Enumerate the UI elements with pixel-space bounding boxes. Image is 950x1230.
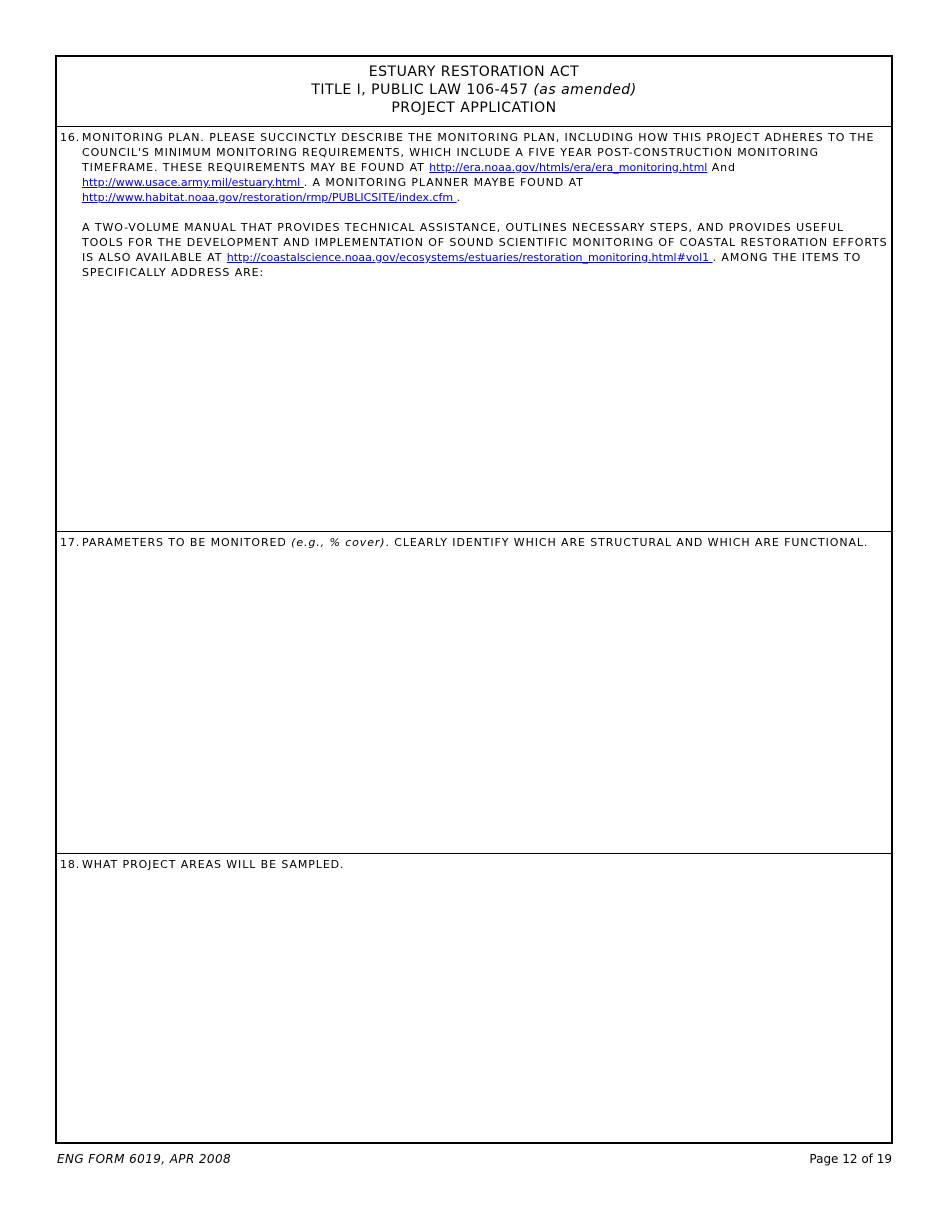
form-title: ESTUARY RESTORATION ACT xyxy=(368,64,580,80)
section-number: 17. xyxy=(60,536,81,549)
section-18-sample-areas[interactable] xyxy=(57,854,891,1142)
section-18-prompt: WHAT PROJECT AREAS WILL BE SAMPLED. xyxy=(82,858,345,871)
law-note: (as amended) xyxy=(533,82,637,98)
application-form xyxy=(55,55,893,1144)
monitoring-manual-link[interactable]: http://coastalscience.noaa.gov/ecosystems/estuaries/restoration_monitoring.html#vol1 xyxy=(226,251,713,264)
monitoring-planner-link[interactable]: http://www.habitat.noaa.gov/restoration/rmp/PUBLICSITE/index.cfm xyxy=(82,191,457,204)
law-reference: TITLE I, PUBLIC LAW 106-457 (as amended) xyxy=(311,82,637,98)
form-identifier: ENG FORM 6019, APR 2008 xyxy=(57,1152,232,1166)
section-16-monitoring-plan[interactable] xyxy=(57,127,891,532)
section-17-prompt: PARAMETERS TO BE MONITORED (e.g., % cover). CLEARLY IDENTIFY WHICH ARE STRUCTURAL AND WHICH ARE FUNCTIONAL. xyxy=(82,536,869,549)
form-subtitle: PROJECT APPLICATION xyxy=(391,100,557,116)
section-16-paragraph-2: A TWO-VOLUME MANUAL THAT PROVIDES TECHNICAL ASSISTANCE, OUTLINES NECESSARY STEPS, AND PROVIDES USEFUL TOOLS FOR THE DEVELOPMENT AND IMPLEMENTATION OF SOUND SCIENTIFIC MONITORING OF COASTAL RESTORATION EFFORTS IS ALSO AVAILABLE AT http://coastalscience.noaa.gov/ecosystems/estuaries/restoration_monitoring.html#vol1 . AMONG THE ITEMS TO SPECIFICALLY ADDRESS ARE: xyxy=(82,221,888,279)
era-monitoring-link[interactable]: http://era.noaa.gov/htmls/era/era_monitoring.html xyxy=(429,161,708,174)
section-number: 18. xyxy=(60,858,81,871)
form-header xyxy=(57,57,891,127)
usace-estuary-link[interactable]: http://www.usace.army.mil/estuary.html xyxy=(82,176,304,189)
page-number: Page 12 of 19 xyxy=(809,1152,892,1166)
section-number: 16. xyxy=(60,131,81,144)
section-16-paragraph-1: MONITORING PLAN. PLEASE SUCCINCTLY DESCRIBE THE MONITORING PLAN, INCLUDING HOW THIS PROJECT ADHERES TO THE COUNCIL'S MINIMUM MONITORING REQUIREMENTS, WHICH INCLUDE A FIVE YEAR POST-CONSTRUCTION MONITORING TIMEFRAME. THESE REQUIREMENTS MAY BE FOUND AT http://era.noaa.gov/htmls/era/era_monitoring.html And http://www.usace.army.mil/estuary.html . A MONITORING PLANNER MAYBE FOUND AT http://www.habitat.noaa.gov/restoration/rmp/PUBLICSITE/index.cfm . xyxy=(82,131,875,204)
section-17-parameters[interactable] xyxy=(57,532,891,854)
